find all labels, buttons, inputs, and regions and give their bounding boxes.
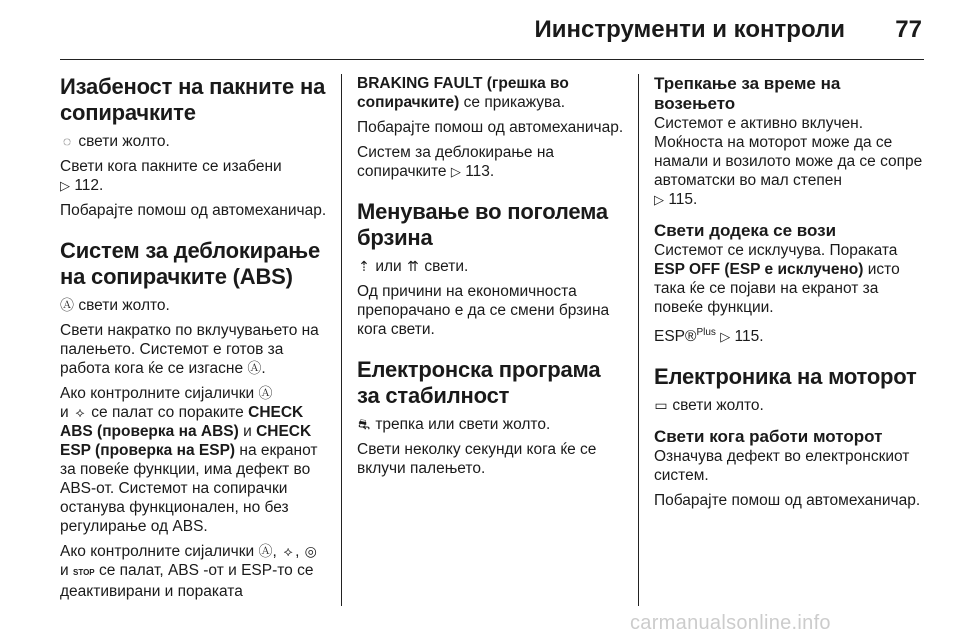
- brake-warning-icon: ◎: [304, 543, 317, 559]
- page-ref-arrow-icon: ▷: [654, 192, 664, 207]
- column-1: [60, 74, 328, 607]
- column-divider-2: [638, 74, 639, 606]
- heading-blinking: Трепкање за време на возењето: [654, 74, 841, 113]
- heading-engine-running: Свети кога работи моторот: [654, 427, 883, 447]
- abs-icon: Ⓐ: [258, 543, 273, 559]
- heading-gear-shift: Менување во поголема брзина: [357, 199, 608, 250]
- para-pads-1: ◌ свети жолто.: [60, 132, 328, 151]
- para-gear-1: ⇡ или ⇈ свети.: [358, 258, 469, 275]
- para-run-1: Означува дефект во електронскиот систем.: [654, 448, 910, 485]
- column-2: [357, 74, 625, 484]
- brake-pad-wear-icon: ◌: [62, 133, 72, 149]
- upshift-icon: ⇡: [358, 258, 370, 274]
- para-gear-2: Од причини на економичноста препорачано е да се смени брзина кога свети.: [357, 283, 610, 338]
- engine-electronics-icon: ▭: [654, 397, 668, 414]
- stop-icon: STOP: [72, 568, 95, 577]
- page-ref-link[interactable]: 115.: [668, 191, 698, 208]
- para-abs-3: Ако контролните сијалички Ⓐ и ⟡ се палат со пораките CHECK ABS (проверка на ABS) и CHECK ESP (проверка на ESP) на екранот за повеќе функции, има дефект во ABS-от. Системот на сопирачки останува функционален, но без регулирање од ABS.: [60, 385, 318, 535]
- para-esp-1: ⛐ трепка или свети жолто.: [357, 416, 551, 433]
- para-off-2: ESP®$^{Plus}$ ▷ 115.: [654, 327, 764, 346]
- watermark: carmanualsonline.info: [630, 612, 831, 634]
- esp-skid-icon: ⛐: [357, 416, 371, 432]
- upshift-multi-icon: ⇈: [407, 258, 419, 274]
- page-ref-link[interactable]: 112.: [74, 177, 104, 194]
- para-abs-1: Ⓐ свети жолто.: [60, 297, 170, 314]
- column-divider-1: [341, 74, 342, 606]
- para-blink-1: Системот е активно вклучен. Моќноста на моторот може да се намали и возилото може да се сопре автоматски во мал степен ▷ 115.: [654, 115, 923, 208]
- para-eng-1: ▭ свети жолто.: [654, 397, 764, 415]
- para-off-1: Системот се исклучува. Пораката ESP OFF (ESP е исклучено) исто така ќе се појави на екранот за повеќе функции.: [654, 242, 900, 316]
- page-ref-arrow-icon: ▷: [720, 329, 731, 345]
- heading-abs: Систем за деблокирање на сопирачките (ABS): [60, 238, 321, 289]
- para-bf-3: Систем за деблокирање на сопирачките ▷ 113.: [357, 144, 555, 180]
- para-braking-fault: BRAKING FAULT (грешка во сопирачките) се прикажува.: [357, 75, 569, 111]
- column-3: [654, 74, 924, 516]
- esp-icon: ⟡: [75, 404, 85, 420]
- para-abs-4: Ако контролните сијалички Ⓐ, ⟡ , ◎ и STOP се палат, ABS -от и ESP-то се деактивирани и пораката: [60, 543, 317, 600]
- abs-icon: Ⓐ: [60, 297, 74, 313]
- page-ref-link[interactable]: 115.: [734, 328, 764, 346]
- para-pads-2: Свети кога пакните се изабени ▷ 112.: [60, 158, 282, 194]
- page-header-title: Иинструменти и контроли: [534, 16, 845, 43]
- para-bf-2: Побарајте помош од автомеханичар.: [357, 119, 624, 136]
- page-ref-arrow-icon: ▷: [450, 164, 461, 179]
- para-run-2: Побарајте помош од автомеханичар.: [654, 492, 921, 510]
- para-abs-2: Свети накратко по вклучувањето на палењето. Системот е готов за работа кога ќе се изгасне Ⓐ.: [60, 322, 319, 377]
- abs-icon: Ⓐ: [258, 385, 273, 401]
- heading-brake-pads: Изабеност на пакните на сопирачките: [60, 74, 326, 125]
- abs-icon: Ⓐ: [247, 360, 262, 376]
- heading-esp: Електронска програма за стабилност: [357, 357, 601, 408]
- page-ref-link[interactable]: 113.: [465, 163, 495, 180]
- para-esp-2: Свети неколку секунди кога ќе се вклучи палењето.: [357, 441, 597, 477]
- page-ref-arrow-icon: ▷: [60, 178, 70, 193]
- header-rule: [60, 59, 924, 60]
- heading-engine-electronics: Електроника на моторот: [654, 364, 917, 390]
- esp-icon: ⟡: [283, 543, 293, 559]
- para-pads-3: Побарајте помош од автомеханичар.: [60, 202, 327, 219]
- heading-lit-while-driving: Свети додека се вози: [654, 221, 837, 240]
- page-number: 77: [895, 16, 922, 43]
